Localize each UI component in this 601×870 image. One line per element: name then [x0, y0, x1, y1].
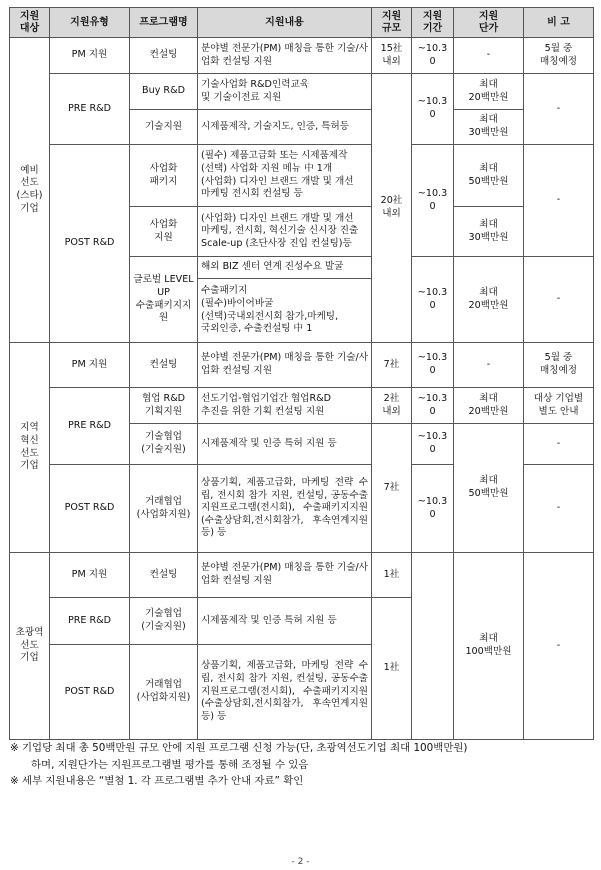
footnote-budget-continued: 하며, 지원단가는 지원프로그램별 평가를 통해 조정될 수 있음 [31, 758, 309, 771]
content-cell: 선도기업-협업기업간 협업R&D 추진을 위한 기획 컨설팅 지원 [198, 388, 372, 424]
header-period: 지원 기간 [412, 8, 454, 38]
period-cell: ~10.3 0 [412, 388, 454, 424]
scale-cell: 20社 내외 [372, 74, 412, 343]
type-cell: PM 지원 [50, 553, 130, 598]
content-cell: 상품기획, 제품고급화, 마케팅 전략 수립, 전시회 참가 지원, 컨설팅, 공동수출지원프로그램(전시회), 수출패키지지원(수출상담회,전시회참가, 후속연계지원 등) 등 [198, 465, 372, 553]
header-remark: 비 고 [524, 8, 594, 38]
price-cell: 최대 50백만원 [454, 424, 524, 553]
content-cell: 분야별 전문가(PM) 매칭을 통한 기술/사업화 컨설팅 지원 [198, 343, 372, 388]
price-cell: 최대 20백만원 [454, 388, 524, 424]
footnote-attachment: ※ 세부 지원내용은 “별첨 1. 각 프로그램별 추가 안내 자료” 확인 [10, 775, 304, 788]
period-cell [412, 553, 454, 740]
target-cell: 예비 선도 (스타) 기업 [10, 38, 50, 343]
type-cell: POST R&D [50, 645, 130, 740]
table-row [10, 145, 594, 207]
remark-cell: - [524, 257, 594, 343]
period-cell: ~10.3 0 [412, 343, 454, 388]
header-scale: 지원 규모 [372, 8, 412, 38]
program-cell: 컨설팅 [130, 38, 198, 74]
table-row [10, 38, 594, 74]
price-cell: - [454, 38, 524, 74]
header-target: 지원 대상 [10, 8, 50, 38]
remark-cell: 5월 중 매칭예정 [524, 343, 594, 388]
content-cell: 시제품제작 및 인증 특허 지원 등 [198, 598, 372, 645]
header-price: 지원 단가 [454, 8, 524, 38]
scale-cell: 1社 [372, 553, 412, 598]
type-cell: PRE R&D [50, 598, 130, 645]
footnote-budget: ※ 기업당 최대 총 50백만원 규모 안에 지원 프로그램 신청 가능(단, 초광역선도기업 최대 100백만원) [10, 742, 468, 754]
remark-cell: 대상 기업별 별도 안내 [524, 388, 594, 424]
table-row [10, 553, 594, 598]
remark-cell: - [524, 424, 594, 465]
header-type: 지원유형 [50, 8, 130, 38]
price-cell: 최대 50백만원 [454, 145, 524, 207]
content-cell: 시제품제작 및 인증 특허 지원 등 [198, 424, 372, 465]
type-cell: PRE R&D [50, 388, 130, 465]
program-cell: 기술지원 [130, 110, 198, 145]
header-content: 지원내용 [198, 8, 372, 38]
price-cell: 최대 30백만원 [454, 110, 524, 145]
target-cell: 초광역 선도 기업 [10, 553, 50, 740]
footnotes [10, 740, 596, 790]
program-cell: 거래협업 (사업화지원) [130, 465, 198, 553]
table-row [10, 388, 594, 424]
price-cell: 최대 100백만원 [454, 553, 524, 740]
header-row [10, 8, 594, 38]
remark-cell: - [524, 145, 594, 257]
remark-cell: - [524, 553, 594, 740]
scale-cell: 15社 내외 [372, 38, 412, 74]
program-cell: 글로벌 LEVEL UP 수출패키지지 원 [130, 257, 198, 343]
program-cell: 기술협업 (기술지원) [130, 424, 198, 465]
period-cell: ~10.3 0 [412, 74, 454, 145]
target-cell: 지역 혁신 선도 기업 [10, 343, 50, 553]
remark-cell: 5월 중 매칭예정 [524, 38, 594, 74]
program-cell: Buy R&D [130, 74, 198, 110]
period-cell: ~10.3 0 [412, 38, 454, 74]
program-cell: 사업화 패키지 [130, 145, 198, 207]
content-cell: 기술사업화 R&D인력교육 및 기술이전료 지원 [198, 74, 372, 110]
content-cell: 분야별 전문가(PM) 매칭을 통한 기술/사업화 컨설팅 지원 [198, 553, 372, 598]
price-cell: 최대 30백만원 [454, 207, 524, 257]
type-cell: PRE R&D [50, 74, 130, 145]
content-cell: 수출패키지 (필수)바이어바굴 (선택)국내외전시회 참가,마케팅, 국외인증, 수출컨설팅 中 1 [198, 279, 372, 343]
type-cell: PM 지원 [50, 38, 130, 74]
period-cell: ~10.3 0 [412, 257, 454, 343]
support-program-table [9, 7, 594, 740]
program-cell: 사업화 지원 [130, 207, 198, 257]
type-cell: POST R&D [50, 145, 130, 343]
remark-cell: - [524, 74, 594, 145]
program-cell: 컨설팅 [130, 553, 198, 598]
scale-cell: 1社 [372, 598, 412, 740]
header-program: 프로그램명 [130, 8, 198, 38]
scale-cell: 7社 [372, 343, 412, 388]
program-cell: 협업 R&D 기획지원 [130, 388, 198, 424]
type-cell: PM 지원 [50, 343, 130, 388]
content-cell: 해외 BIZ 센터 연계 진성수요 발굴 [198, 257, 372, 279]
page-number: - 2 - [291, 857, 310, 867]
period-cell: ~10.3 0 [412, 145, 454, 257]
price-cell: 최대 20백만원 [454, 257, 524, 343]
program-cell: 컨설팅 [130, 343, 198, 388]
remark-cell: - [524, 465, 594, 553]
table-row [10, 343, 594, 388]
content-cell: 시제품제작, 기술지도, 인증, 특허등 [198, 110, 372, 145]
content-cell: 상품기획, 제품고급화, 마케팅 전략 수립, 전시회 참가 지원, 컨설팅, 공동수출지원프로그램(전시회), 수출패키지지원(수출상담회,전시회참가, 후속연계지원 등) 등 [198, 645, 372, 740]
type-cell: POST R&D [50, 465, 130, 553]
scale-cell: 2社 내외 [372, 388, 412, 424]
program-cell: 거래협업 (사업화지원) [130, 645, 198, 740]
content-cell: 분야별 전문가(PM) 매칭을 통한 기술/사업화 컨설팅 지원 [198, 38, 372, 74]
price-cell: - [454, 343, 524, 388]
period-cell: ~10.3 0 [412, 424, 454, 465]
period-cell: ~10.3 0 [412, 465, 454, 553]
table-row [10, 74, 594, 110]
content-cell: (필수) 제품고급화 또는 시제품제작 (선택) 사업화 지원 메뉴 中 1개 (사업화) 디자인 브랜드 개발 및 개선 마케팅 전시회 컨설팅 등 [198, 145, 372, 207]
content-cell: (사업화) 디자인 브랜드 개발 및 개선 마케팅, 전시회, 혁신기술 신시장 진출 Scale-up (초단사장 진입 컨설팅)등 [198, 207, 372, 257]
scale-cell: 7社 [372, 424, 412, 553]
price-cell: 최대 20백만원 [454, 74, 524, 110]
program-cell: 기술협업 (기술지원) [130, 598, 198, 645]
